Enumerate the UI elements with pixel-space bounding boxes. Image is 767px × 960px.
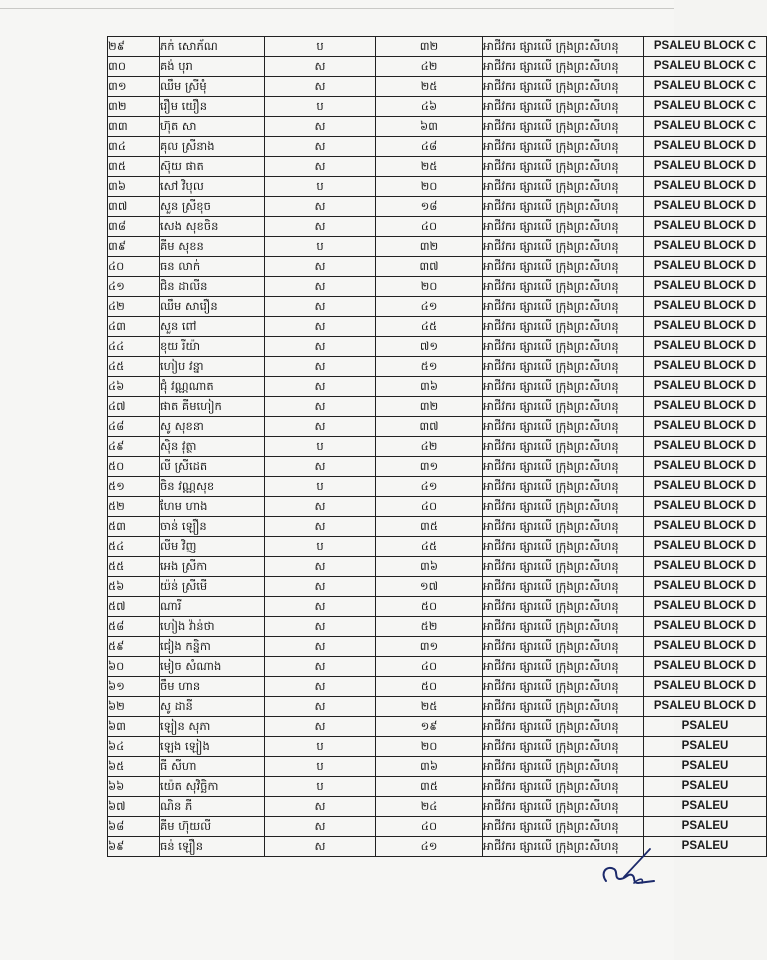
row-location: PSALEU BLOCK D	[644, 177, 767, 197]
row-age: ១៩	[376, 717, 483, 737]
row-location: PSALEU BLOCK C	[644, 57, 767, 77]
row-number: ៦៨	[108, 817, 160, 837]
row-sex: ប	[265, 757, 376, 777]
row-name: យ៉ន់ ស្រីមើ	[160, 577, 265, 597]
row-number: ៣២	[108, 97, 160, 117]
table-row	[108, 117, 767, 137]
table-row	[108, 57, 767, 77]
row-age: ៥១	[376, 357, 483, 377]
row-location: PSALEU	[644, 777, 767, 797]
row-sex: ប	[265, 237, 376, 257]
table-row	[108, 157, 767, 177]
row-age: ៣៦	[376, 757, 483, 777]
row-sex: ប	[265, 477, 376, 497]
table-row	[108, 777, 767, 797]
row-name: ចឹម ហាន	[160, 677, 265, 697]
row-age: ៣៧	[376, 257, 483, 277]
row-sex: ស	[265, 817, 376, 837]
row-location: PSALEU BLOCK D	[644, 277, 767, 297]
row-name: ណិន ភី	[160, 797, 265, 817]
row-occupation: អាជីវករ ផ្សារលើ ក្រុងព្រះសីហនុ	[483, 657, 644, 677]
table-row	[108, 97, 767, 117]
row-location: PSALEU BLOCK D	[644, 597, 767, 617]
row-age: ២៥	[376, 697, 483, 717]
row-number: ៤១	[108, 277, 160, 297]
row-age: ២៤	[376, 797, 483, 817]
table-row	[108, 717, 767, 737]
row-occupation: អាជីវករ ផ្សារលើ ក្រុងព្រះសីហនុ	[483, 817, 644, 837]
row-sex: ប	[265, 37, 376, 57]
row-number: ៦៦	[108, 777, 160, 797]
row-age: ៣២	[376, 37, 483, 57]
row-sex: ស	[265, 317, 376, 337]
row-location: PSALEU BLOCK D	[644, 297, 767, 317]
row-occupation: អាជីវករ ផ្សារលើ ក្រុងព្រះសីហនុ	[483, 97, 644, 117]
row-number: ៥៥	[108, 557, 160, 577]
row-occupation: អាជីវករ ផ្សារលើ ក្រុងព្រះសីហនុ	[483, 217, 644, 237]
row-name: ស៊ុយ ផាត	[160, 157, 265, 177]
row-sex: ស	[265, 697, 376, 717]
table-row	[108, 197, 767, 217]
table-row	[108, 217, 767, 237]
row-name: ហៀប វន្នា	[160, 357, 265, 377]
row-name: ធន់ ឡឿន	[160, 837, 265, 857]
table-row	[108, 417, 767, 437]
row-name: រឿម យឿន	[160, 97, 265, 117]
row-age: ៣៦	[376, 557, 483, 577]
row-name: ភក់ សោភ័ណ	[160, 37, 265, 57]
row-number: ៤៩	[108, 437, 160, 457]
row-name: ចាន់ ឡឿន	[160, 517, 265, 537]
table-row	[108, 317, 767, 337]
table-row	[108, 577, 767, 597]
row-name: ធន លាក់	[160, 257, 265, 277]
row-number: ៣៨	[108, 217, 160, 237]
row-occupation: អាជីវករ ផ្សារលើ ក្រុងព្រះសីហនុ	[483, 377, 644, 397]
row-sex: ស	[265, 717, 376, 737]
table-row	[108, 337, 767, 357]
row-number: ៤៨	[108, 417, 160, 437]
row-location: PSALEU BLOCK D	[644, 417, 767, 437]
row-number: ៦៥	[108, 757, 160, 777]
row-age: ៤០	[376, 497, 483, 517]
row-name: ជិន ដាលីន	[160, 277, 265, 297]
row-name: សេង សុខចិន	[160, 217, 265, 237]
row-number: ៦៣	[108, 717, 160, 737]
row-number: ៥៤	[108, 537, 160, 557]
table-row	[108, 437, 767, 457]
table-row	[108, 277, 767, 297]
row-occupation: អាជីវករ ផ្សារលើ ក្រុងព្រះសីហនុ	[483, 577, 644, 597]
row-sex: ស	[265, 797, 376, 817]
vendor-roster-table	[107, 36, 767, 857]
row-occupation: អាជីវករ ផ្សារលើ ក្រុងព្រះសីហនុ	[483, 517, 644, 537]
row-occupation: អាជីវករ ផ្សារលើ ក្រុងព្រះសីហនុ	[483, 57, 644, 77]
row-sex: ស	[265, 277, 376, 297]
row-number: ៣៧	[108, 197, 160, 217]
row-age: ៤២	[376, 437, 483, 457]
row-location: PSALEU BLOCK D	[644, 577, 767, 597]
table-row	[108, 597, 767, 617]
row-age: ៣៧	[376, 417, 483, 437]
row-occupation: អាជីវករ ផ្សារលើ ក្រុងព្រះសីហនុ	[483, 677, 644, 697]
row-occupation: អាជីវករ ផ្សារលើ ក្រុងព្រះសីហនុ	[483, 137, 644, 157]
row-age: ២០	[376, 737, 483, 757]
row-occupation: អាជីវករ ផ្សារលើ ក្រុងព្រះសីហនុ	[483, 777, 644, 797]
row-age: ២០	[376, 277, 483, 297]
row-sex: ស	[265, 197, 376, 217]
row-occupation: អាជីវករ ផ្សារលើ ក្រុងព្រះសីហនុ	[483, 417, 644, 437]
row-number: ៥២	[108, 497, 160, 517]
row-sex: ស	[265, 457, 376, 477]
row-location: PSALEU	[644, 797, 767, 817]
row-name: ធី សីហា	[160, 757, 265, 777]
row-location: PSALEU BLOCK D	[644, 617, 767, 637]
row-name: លី ស្រីដេត	[160, 457, 265, 477]
table-row	[108, 477, 767, 497]
row-age: ៤០	[376, 817, 483, 837]
row-name: ចិន វណ្ណសុខ	[160, 477, 265, 497]
page-edge-line	[0, 8, 674, 9]
table-row	[108, 457, 767, 477]
table-row	[108, 537, 767, 557]
row-name: សួន ស្រីខុច	[160, 197, 265, 217]
table-row	[108, 797, 767, 817]
row-number: ៥៦	[108, 577, 160, 597]
row-age: ៥០	[376, 597, 483, 617]
roster-body	[108, 37, 767, 857]
table-row	[108, 817, 767, 837]
row-age: ៤៥	[376, 317, 483, 337]
row-occupation: អាជីវករ ផ្សារលើ ក្រុងព្រះសីហនុ	[483, 177, 644, 197]
row-sex: ស	[265, 557, 376, 577]
row-number: ៥១	[108, 477, 160, 497]
row-sex: ស	[265, 377, 376, 397]
row-sex: ស	[265, 657, 376, 677]
row-name: ជៀង កន្និកា	[160, 637, 265, 657]
row-occupation: អាជីវករ ផ្សារលើ ក្រុងព្រះសីហនុ	[483, 157, 644, 177]
row-location: PSALEU BLOCK D	[644, 197, 767, 217]
row-location: PSALEU BLOCK D	[644, 677, 767, 697]
row-name: ហៀង វ៉ាន់ថា	[160, 617, 265, 637]
row-location: PSALEU BLOCK D	[644, 437, 767, 457]
row-name: ជុំ វណ្ណណាត	[160, 377, 265, 397]
row-number: ៦៧	[108, 797, 160, 817]
row-sex: ស	[265, 157, 376, 177]
row-number: ៤៧	[108, 397, 160, 417]
row-location: PSALEU BLOCK C	[644, 77, 767, 97]
row-occupation: អាជីវករ ផ្សារលើ ក្រុងព្រះសីហនុ	[483, 497, 644, 517]
row-sex: ស	[265, 397, 376, 417]
table-row	[108, 37, 767, 57]
row-occupation: អាជីវករ ផ្សារលើ ក្រុងព្រះសីហនុ	[483, 297, 644, 317]
table-row	[108, 697, 767, 717]
row-location: PSALEU BLOCK D	[644, 657, 767, 677]
row-location: PSALEU BLOCK D	[644, 397, 767, 417]
row-sex: ស	[265, 77, 376, 97]
row-sex: ស	[265, 577, 376, 597]
table-row	[108, 557, 767, 577]
row-name: ផាត គីមហៀក	[160, 397, 265, 417]
row-number: ៤៦	[108, 377, 160, 397]
row-location: PSALEU BLOCK D	[644, 217, 767, 237]
row-occupation: អាជីវករ ផ្សារលើ ក្រុងព្រះសីហនុ	[483, 457, 644, 477]
row-age: ៤៥	[376, 537, 483, 557]
row-sex: ស	[265, 517, 376, 537]
row-age: ៤៨	[376, 137, 483, 157]
row-occupation: អាជីវករ ផ្សារលើ ក្រុងព្រះសីហនុ	[483, 257, 644, 277]
row-location: PSALEU BLOCK D	[644, 257, 767, 277]
row-location: PSALEU	[644, 817, 767, 837]
row-age: ៤០	[376, 217, 483, 237]
row-occupation: អាជីវករ ផ្សារលើ ក្រុងព្រះសីហនុ	[483, 837, 644, 857]
row-age: ៤១	[376, 477, 483, 497]
row-number: ៥៩	[108, 637, 160, 657]
row-name: គុល ស្រីនាង	[160, 137, 265, 157]
row-number: ៦០	[108, 657, 160, 677]
row-sex: ប	[265, 737, 376, 757]
row-location: PSALEU BLOCK D	[644, 317, 767, 337]
row-number: ៤០	[108, 257, 160, 277]
table-row	[108, 497, 767, 517]
row-age: ៤៦	[376, 97, 483, 117]
row-occupation: អាជីវករ ផ្សារលើ ក្រុងព្រះសីហនុ	[483, 237, 644, 257]
row-sex: ស	[265, 677, 376, 697]
row-number: ៣០	[108, 57, 160, 77]
row-sex: ស	[265, 257, 376, 277]
table-row	[108, 397, 767, 417]
row-location: PSALEU BLOCK D	[644, 157, 767, 177]
row-sex: ប	[265, 537, 376, 557]
table-row	[108, 657, 767, 677]
row-name: លីម វិញ	[160, 537, 265, 557]
row-number: ៥៨	[108, 617, 160, 637]
row-location: PSALEU	[644, 757, 767, 777]
row-number: ៤៤	[108, 337, 160, 357]
row-name: ឡេង ឡៀង	[160, 737, 265, 757]
row-age: ៣១	[376, 457, 483, 477]
row-name: ណារី	[160, 597, 265, 617]
row-number: ៣១	[108, 77, 160, 97]
signature-mark	[598, 843, 658, 893]
row-occupation: អាជីវករ ផ្សារលើ ក្រុងព្រះសីហនុ	[483, 697, 644, 717]
row-number: ៤៥	[108, 357, 160, 377]
row-occupation: អាជីវករ ផ្សារលើ ក្រុងព្រះសីហនុ	[483, 277, 644, 297]
row-location: PSALEU BLOCK C	[644, 117, 767, 137]
row-location: PSALEU BLOCK D	[644, 697, 767, 717]
table-row	[108, 677, 767, 697]
row-occupation: អាជីវករ ផ្សារលើ ក្រុងព្រះសីហនុ	[483, 37, 644, 57]
table-row	[108, 617, 767, 637]
row-occupation: អាជីវករ ផ្សារលើ ក្រុងព្រះសីហនុ	[483, 117, 644, 137]
row-name: សួន ពៅ	[160, 317, 265, 337]
row-number: ៥០	[108, 457, 160, 477]
row-age: ៣៦	[376, 377, 483, 397]
row-number: ៣៣	[108, 117, 160, 137]
table-row	[108, 177, 767, 197]
row-name: សូ ដានី	[160, 697, 265, 717]
row-age: ១៧	[376, 577, 483, 597]
row-sex: ស	[265, 357, 376, 377]
row-number: ៣៩	[108, 237, 160, 257]
row-age: ៣២	[376, 237, 483, 257]
table-row	[108, 357, 767, 377]
row-name: ស៊ិន វុត្ថា	[160, 437, 265, 457]
row-location: PSALEU	[644, 737, 767, 757]
row-sex: ស	[265, 57, 376, 77]
row-name: មៀច សំណាង	[160, 657, 265, 677]
row-occupation: អាជីវករ ផ្សារលើ ក្រុងព្រះសីហនុ	[483, 77, 644, 97]
table-row	[108, 77, 767, 97]
row-name: ឈឹម ស្រីមុំ	[160, 77, 265, 97]
row-sex: ប	[265, 97, 376, 117]
table-row	[108, 517, 767, 537]
row-age: ៤២	[376, 57, 483, 77]
row-name: ហ៊ុត សា	[160, 117, 265, 137]
row-location: PSALEU BLOCK D	[644, 557, 767, 577]
table-row	[108, 637, 767, 657]
row-name: គង់ បុរា	[160, 57, 265, 77]
row-occupation: អាជីវករ ផ្សារលើ ក្រុងព្រះសីហនុ	[483, 197, 644, 217]
row-number: ២៩	[108, 37, 160, 57]
table-row	[108, 377, 767, 397]
row-sex: ស	[265, 117, 376, 137]
row-location: PSALEU BLOCK D	[644, 357, 767, 377]
row-age: ២៥	[376, 77, 483, 97]
row-location: PSALEU BLOCK C	[644, 97, 767, 117]
table-row	[108, 297, 767, 317]
row-occupation: អាជីវករ ផ្សារលើ ក្រុងព្រះសីហនុ	[483, 317, 644, 337]
row-location: PSALEU BLOCK D	[644, 517, 767, 537]
row-age: ៣១	[376, 637, 483, 657]
row-occupation: អាជីវករ ផ្សារលើ ក្រុងព្រះសីហនុ	[483, 357, 644, 377]
row-occupation: អាជីវករ ផ្សារលើ ក្រុងព្រះសីហនុ	[483, 557, 644, 577]
row-number: ៣៦	[108, 177, 160, 197]
row-number: ៤៣	[108, 317, 160, 337]
row-sex: ស	[265, 217, 376, 237]
row-sex: ស	[265, 637, 376, 657]
row-sex: ស	[265, 597, 376, 617]
row-age: ៦៣	[376, 117, 483, 137]
row-location: PSALEU	[644, 717, 767, 737]
row-occupation: អាជីវករ ផ្សារលើ ក្រុងព្រះសីហនុ	[483, 537, 644, 557]
table-row	[108, 837, 767, 857]
row-location: PSALEU BLOCK D	[644, 637, 767, 657]
row-number: ៦៩	[108, 837, 160, 857]
row-location: PSALEU BLOCK D	[644, 337, 767, 357]
row-occupation: អាជីវករ ផ្សារលើ ក្រុងព្រះសីហនុ	[483, 397, 644, 417]
row-number: ៥៣	[108, 517, 160, 537]
row-age: ៥២	[376, 617, 483, 637]
row-age: ៣៥	[376, 777, 483, 797]
row-name: សូ សុខនា	[160, 417, 265, 437]
table-row	[108, 137, 767, 157]
row-sex: ស	[265, 337, 376, 357]
row-sex: ស	[265, 497, 376, 517]
row-occupation: អាជីវករ ផ្សារលើ ក្រុងព្រះសីហនុ	[483, 797, 644, 817]
row-name: ឈឹម សារឿន	[160, 297, 265, 317]
row-occupation: អាជីវករ ផ្សារលើ ក្រុងព្រះសីហនុ	[483, 637, 644, 657]
row-sex: ស	[265, 417, 376, 437]
row-number: ៦៤	[108, 737, 160, 757]
row-name: ឡៀន សុភា	[160, 717, 265, 737]
row-number: ៦២	[108, 697, 160, 717]
row-occupation: អាជីវករ ផ្សារលើ ក្រុងព្រះសីហនុ	[483, 717, 644, 737]
row-location: PSALEU BLOCK D	[644, 377, 767, 397]
row-age: ៣៥	[376, 517, 483, 537]
row-location: PSALEU BLOCK D	[644, 497, 767, 517]
row-age: ៤០	[376, 657, 483, 677]
row-age: ១៨	[376, 197, 483, 217]
row-number: ៣៤	[108, 137, 160, 157]
row-location: PSALEU	[644, 837, 767, 857]
row-sex: ស	[265, 297, 376, 317]
row-age: ៤១	[376, 837, 483, 857]
table-row	[108, 737, 767, 757]
row-location: PSALEU BLOCK D	[644, 457, 767, 477]
row-name: យ៉េត សុវិច្ឆិកា	[160, 777, 265, 797]
row-name: គីម សុខន	[160, 237, 265, 257]
row-sex: ប	[265, 777, 376, 797]
row-number: ៣៥	[108, 157, 160, 177]
row-sex: ស	[265, 837, 376, 857]
row-name: សៅ វិបុល	[160, 177, 265, 197]
row-name: គីម ហ៊ុយលី	[160, 817, 265, 837]
row-sex: ស	[265, 617, 376, 637]
row-age: ២៥	[376, 157, 483, 177]
row-location: PSALEU BLOCK D	[644, 237, 767, 257]
row-location: PSALEU BLOCK D	[644, 477, 767, 497]
row-sex: ស	[265, 137, 376, 157]
row-name: អេង ស្រីកា	[160, 557, 265, 577]
row-occupation: អាជីវករ ផ្សារលើ ក្រុងព្រះសីហនុ	[483, 757, 644, 777]
row-sex: ប	[265, 437, 376, 457]
row-sex: ប	[265, 177, 376, 197]
table-row	[108, 757, 767, 777]
row-number: ៥៧	[108, 597, 160, 617]
row-number: ៦១	[108, 677, 160, 697]
row-age: ៣២	[376, 397, 483, 417]
table-row	[108, 237, 767, 257]
row-name: ហែម ហាង	[160, 497, 265, 517]
row-location: PSALEU BLOCK C	[644, 37, 767, 57]
row-occupation: អាជីវករ ផ្សារលើ ក្រុងព្រះសីហនុ	[483, 477, 644, 497]
row-occupation: អាជីវករ ផ្សារលើ ក្រុងព្រះសីហនុ	[483, 737, 644, 757]
row-age: ៤១	[376, 297, 483, 317]
row-location: PSALEU BLOCK D	[644, 537, 767, 557]
row-occupation: អាជីវករ ផ្សារលើ ក្រុងព្រះសីហនុ	[483, 597, 644, 617]
row-occupation: អាជីវករ ផ្សារលើ ក្រុងព្រះសីហនុ	[483, 617, 644, 637]
row-name: ខុយ រីយ៉ា	[160, 337, 265, 357]
row-location: PSALEU BLOCK D	[644, 137, 767, 157]
row-number: ៤២	[108, 297, 160, 317]
row-occupation: អាជីវករ ផ្សារលើ ក្រុងព្រះសីហនុ	[483, 437, 644, 457]
row-age: ៧១	[376, 337, 483, 357]
table-row	[108, 257, 767, 277]
row-occupation: អាជីវករ ផ្សារលើ ក្រុងព្រះសីហនុ	[483, 337, 644, 357]
row-age: ២០	[376, 177, 483, 197]
row-age: ៥០	[376, 677, 483, 697]
